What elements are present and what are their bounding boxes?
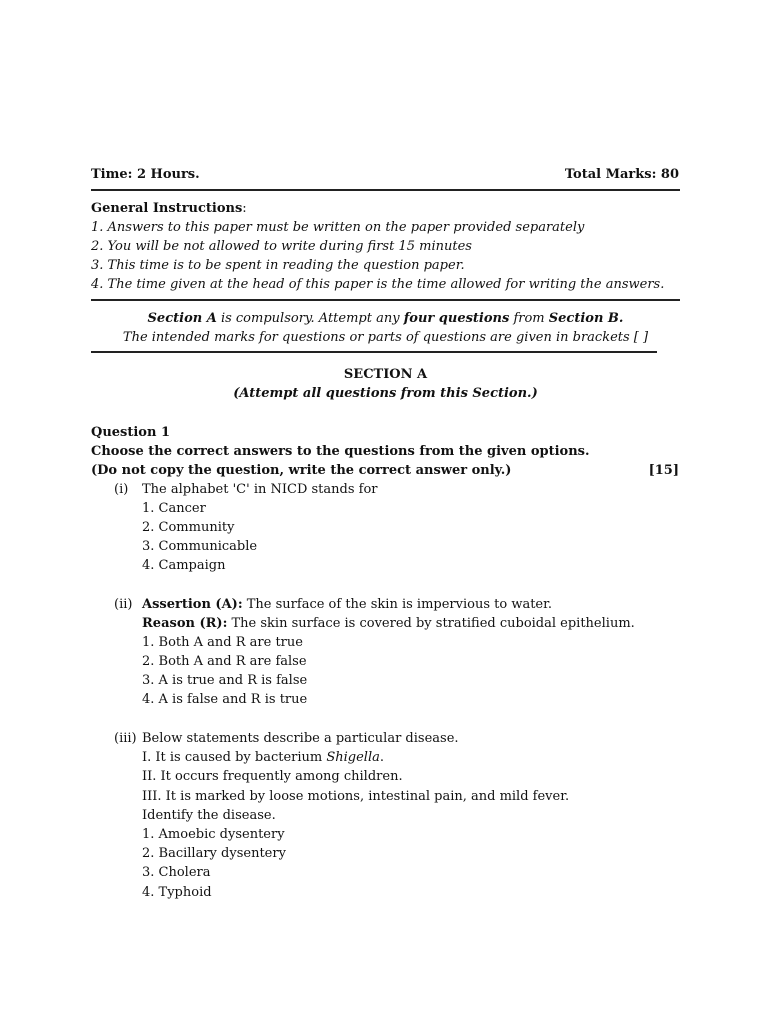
statement: II. It occurs frequently among children. <box>142 769 403 784</box>
option: 1. Both A and R are true <box>142 635 303 650</box>
section-note-text: is compulsory. Attempt any <box>216 311 404 326</box>
statement-period: . <box>379 750 385 765</box>
assertion-line <box>142 597 552 612</box>
statement: III. It is marked by loose motions, intestinal pain, and mild fever. <box>142 789 570 804</box>
option: 1. Cancer <box>142 501 206 516</box>
instructions-title: General Instructions <box>91 201 243 216</box>
reason-label: Reason (R): <box>142 616 228 631</box>
option: 4. Typhoid <box>142 885 212 900</box>
question-title: Question 1 <box>91 425 171 440</box>
assertion-text: The surface of the skin is impervious to water. <box>242 597 553 612</box>
instruction-item: 1. Answers to this paper must be written on the paper provided separately <box>91 220 585 235</box>
section-a-title: SECTION A <box>343 367 428 382</box>
reason-line <box>142 616 635 631</box>
statement-text: I. It is caused by bacterium <box>142 750 327 765</box>
time-label: Time: 2 Hours. <box>91 167 200 182</box>
instructions-rule <box>91 299 680 301</box>
section-note-text: from <box>509 311 549 326</box>
section-a-subtitle: (Attempt all questions from this Section.) <box>233 386 538 401</box>
section-note-rule <box>91 351 657 353</box>
option: 2. Both A and R are false <box>142 654 307 669</box>
total-marks-label: Total Marks: 80 <box>564 167 679 182</box>
identify-prompt: Identify the disease. <box>142 808 276 823</box>
question-instruction: (Do not copy the question, write the correct answer only.) <box>91 463 512 478</box>
four-questions-ref: four questions <box>403 311 510 326</box>
reason-text: The skin surface is covered by stratified cuboidal epithelium. <box>227 616 635 631</box>
option: 2. Bacillary dysentery <box>142 846 286 861</box>
option: 3. Cholera <box>142 865 211 880</box>
part-number: (ii) <box>114 597 133 612</box>
part-stem: The alphabet 'C' in NICD stands for <box>142 482 378 497</box>
option: 4. A is false and R is true <box>142 692 308 707</box>
section-note-line2: The intended marks for questions or parts of questions are given in brackets [ ] <box>122 330 649 345</box>
option: 4. Campaign <box>142 558 226 573</box>
instructions-title-line <box>91 201 247 216</box>
part-number: (iii) <box>114 731 137 746</box>
assertion-label: Assertion (A): <box>142 597 243 612</box>
instruction-item: 4. The time given at the head of this paper is the time allowed for writing the answers. <box>91 277 665 292</box>
option: 1. Amoebic dysentery <box>142 827 285 842</box>
instruction-item: 3. This time is to be spent in reading the question paper. <box>91 258 465 273</box>
bacterium-name: Shigella <box>326 750 380 765</box>
option: 3. A is true and R is false <box>142 673 308 688</box>
option: 3. Communicable <box>142 539 258 554</box>
instructions-colon: : <box>242 201 247 216</box>
section-note-line1 <box>91 311 680 326</box>
section-b-ref: Section B. <box>548 311 624 326</box>
section-a-ref: Section A <box>147 311 217 326</box>
part-stem: Below statements describe a particular disease. <box>142 731 459 746</box>
question-marks: [15] <box>648 463 679 478</box>
statement <box>142 750 384 765</box>
question-instruction: Choose the correct answers to the questions from the given options. <box>91 444 590 459</box>
header-rule <box>91 189 680 191</box>
option: 2. Community <box>142 520 235 535</box>
instruction-item: 2. You will be not allowed to write during first 15 minutes <box>91 239 472 254</box>
part-number: (i) <box>114 482 129 497</box>
